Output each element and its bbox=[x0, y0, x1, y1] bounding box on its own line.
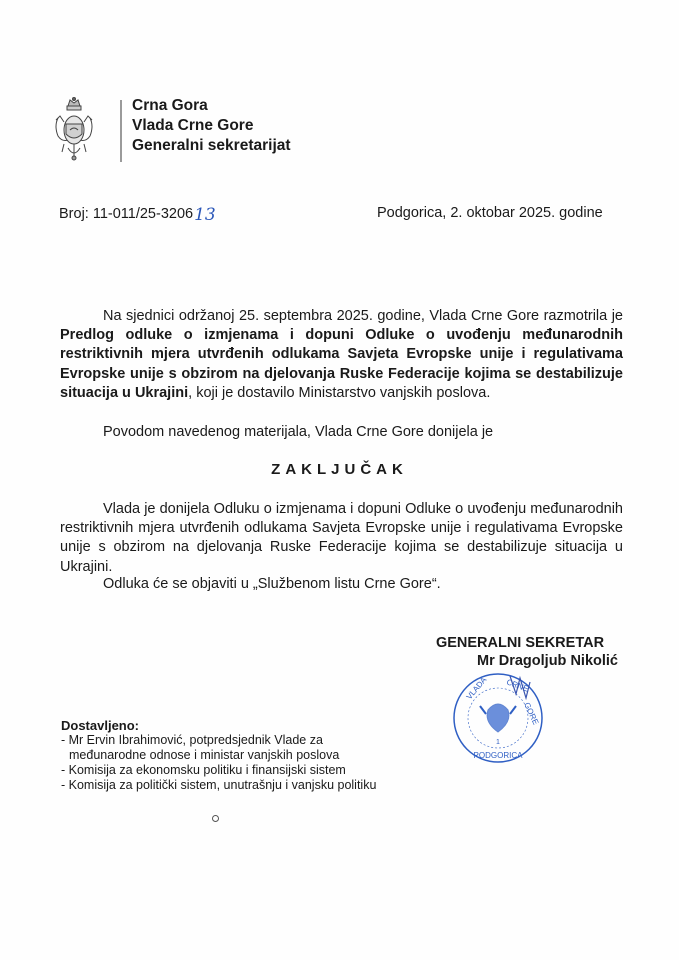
reference-number-text: Broj: 11-011/25-3206 bbox=[59, 206, 194, 222]
signatory-title: GENERALNI SEKRETAR bbox=[435, 635, 605, 651]
distribution-item: - Mr Ervin Ibrahimović, potpredsjednik Vlade za bbox=[61, 733, 323, 747]
paragraph-decision bbox=[60, 500, 623, 577]
handwritten-suffix: 13 bbox=[194, 205, 216, 225]
distribution-item: - Komisija za ekonomsku politiku i finansijski sistem bbox=[61, 763, 346, 777]
svg-text:PODGORICA: PODGORICA bbox=[473, 751, 523, 760]
svg-text:GORE: GORE bbox=[522, 701, 541, 727]
para2-text: Povodom navedenog materijala, Vlada Crne Gore donijela je bbox=[103, 424, 494, 440]
distribution-list bbox=[61, 718, 376, 793]
scan-mark bbox=[212, 815, 219, 822]
place-date: Podgorica, 2. oktobar 2025. godine bbox=[377, 205, 603, 221]
signature-block bbox=[420, 634, 620, 670]
reference-number bbox=[59, 203, 216, 224]
distribution-heading: Dostavljeno: bbox=[61, 718, 140, 733]
para1-proposal-title: Predlog odluke o izmjenama i dopuni Odluke o uvođenju međunarodnih restriktivnih mjera utvrđenih odlukama Savjeta Evropske unije i regulativama Evropske unije s obzirom na djelovanja Ruske Federacije kojima se destabilizuje situacija u Ukrajini bbox=[60, 327, 623, 401]
header-divider bbox=[120, 100, 122, 162]
distribution-item: - Komisija za politički sistem, unutrašnju i vanjsku politiku bbox=[61, 778, 377, 792]
svg-text:1: 1 bbox=[496, 739, 500, 746]
paragraph-occasion bbox=[60, 423, 623, 442]
svg-text:VLADA: VLADA bbox=[464, 675, 489, 702]
svg-text:CRNE: CRNE bbox=[505, 677, 530, 694]
montenegro-coat-of-arms-icon bbox=[52, 96, 96, 164]
distribution-item-continuation: međunarodne odnose i ministar vanjskih poslova bbox=[69, 748, 340, 762]
issuer-block bbox=[132, 96, 392, 156]
conclusion-title: ZAKLJUČAK bbox=[271, 461, 408, 478]
official-stamp-icon bbox=[450, 670, 546, 766]
signatory-name: Mr Dragoljub Nikolić bbox=[477, 653, 618, 669]
para4-text: Odluka će se objaviti u „Službenom listu Crne Gore“. bbox=[103, 576, 441, 592]
para3-text: Vlada je donijela Odluku o izmjenama i dopuni Odluke o uvođenju međunarodnih restriktivnih mjera utvrđenih odlukama Savjeta Evropske unije i regulativama Evropske unije s obzirom na djelovanja Ruske Federacije kojima se destabilizuje situacija u Ukrajini. bbox=[60, 501, 623, 575]
para1-outro: , koji je dostavilo Ministarstvo vanjskih poslova. bbox=[188, 384, 491, 401]
issuer-department: Generalni sekretarijat bbox=[132, 137, 291, 154]
paragraph-publication bbox=[60, 575, 623, 594]
paragraph-session bbox=[60, 307, 623, 403]
para1-intro: Na sjednici održanoj 25. septembra 2025. godine, Vlada Crne Gore razmotrila je bbox=[103, 308, 623, 324]
issuer-country: Crna Gora bbox=[132, 97, 208, 114]
issuer-government: Vlada Crne Gore bbox=[132, 117, 254, 134]
